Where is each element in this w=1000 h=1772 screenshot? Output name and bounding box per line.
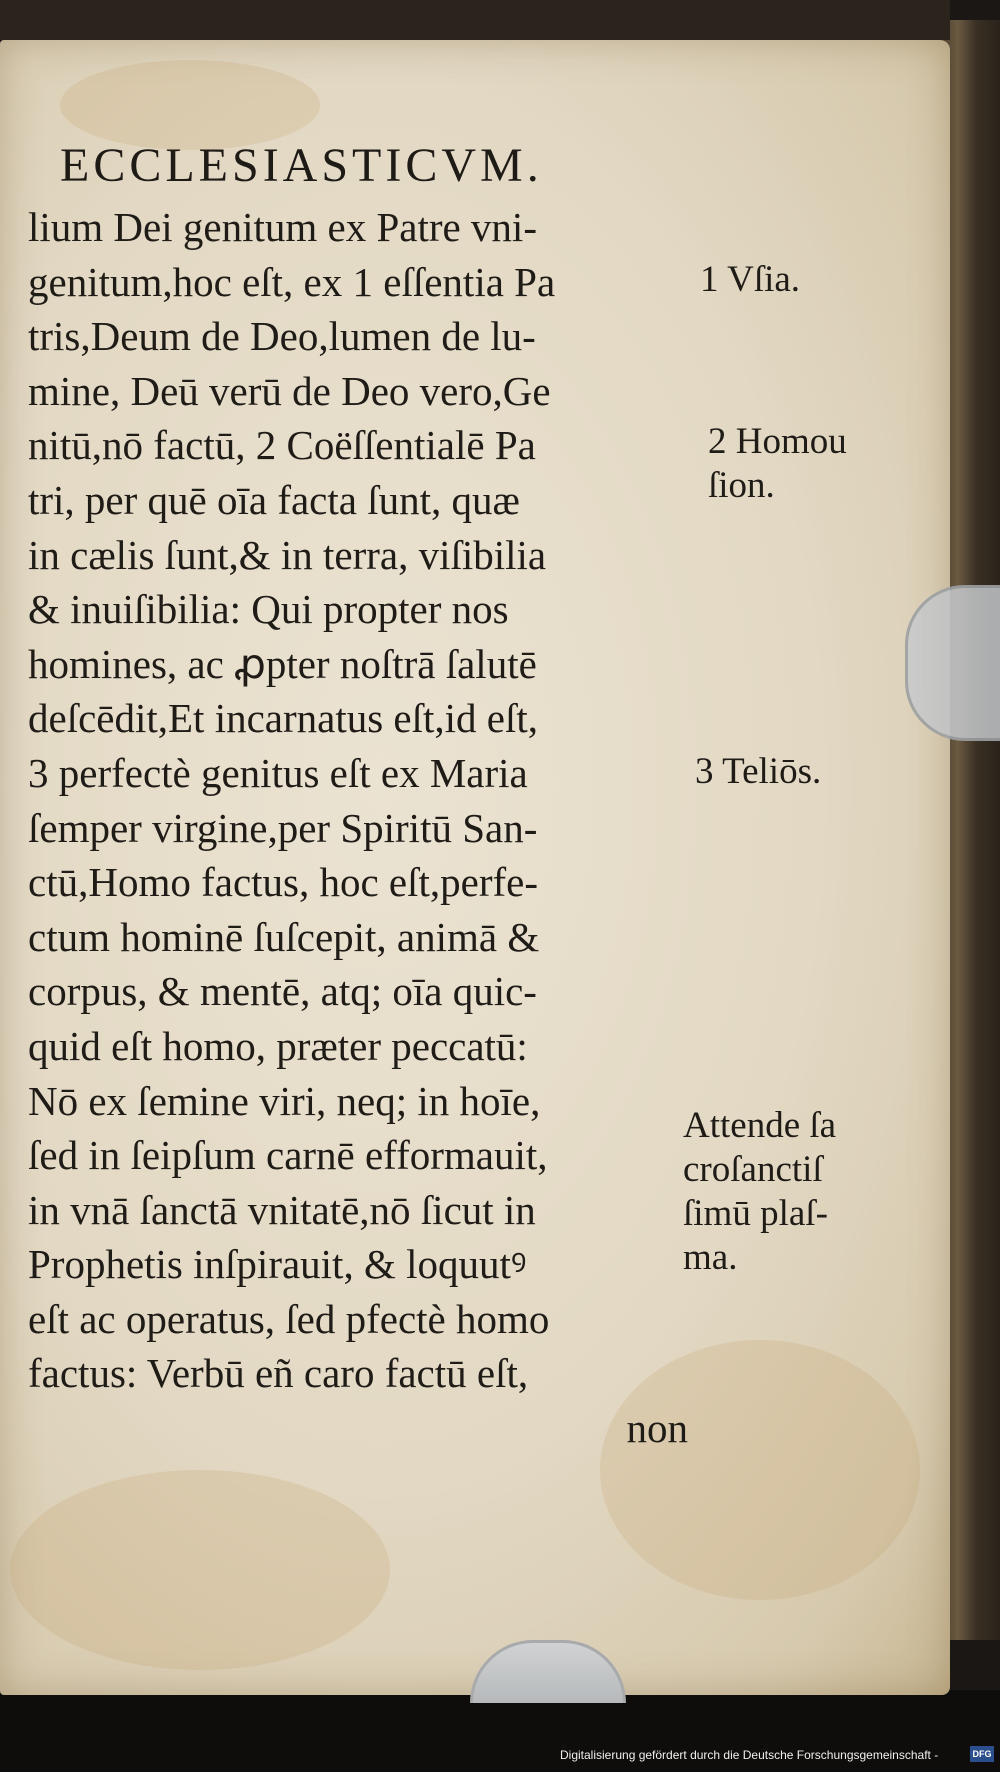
text-line: factus: Verbū eñ caro factū eſt, (28, 1350, 529, 1397)
marginal-note-usia (700, 258, 800, 302)
marginal-note-homousion (708, 420, 847, 508)
marginal-note-line: Attende ſa (683, 1105, 837, 1146)
marginal-note-line: 1 Vſia. (700, 259, 801, 300)
text-line: ctū,Homo factus, hoc eſt,perfe- (28, 859, 539, 906)
page-stain (60, 60, 320, 150)
marginal-note-line: ſimū plaſ- (683, 1193, 828, 1234)
text-line: homines, ac ꝓpter noſtrā ſalutē (28, 640, 537, 687)
top-shadow (0, 0, 950, 40)
text-line: ctum hominē ſuſcepit, animā & (28, 913, 540, 960)
text-line: Prophetis inſpirauit, & loquutꝰ (28, 1241, 527, 1288)
text-line: tris,Deum de Deo,lumen de lu- (28, 313, 536, 360)
marginal-note-line: ſion. (708, 465, 775, 506)
marginal-note-line: ma. (683, 1237, 738, 1278)
text-line: lium Dei genitum ex Patre vni- (28, 204, 537, 250)
text-line: deſcēdit,Et incarnatus eſt,id eſt, (28, 695, 539, 742)
text-line: tri, per quē oīa facta ſunt, quæ (28, 476, 520, 523)
text-line: ſemper virgine,per Spiritū San- (28, 804, 538, 851)
text-line: mine, Deū verū de Deo vero,Ge (28, 367, 551, 414)
text-line: & inuiſibilia: Qui propter nos (28, 586, 509, 633)
marginal-note-line: croſanctiſ (683, 1149, 823, 1190)
marginal-note-line: 3 Teliōs. (695, 751, 822, 792)
page-stain (10, 1470, 390, 1670)
text-line: in cælis ſunt,& in terra, viſibilia (28, 531, 547, 578)
page-clip-right (905, 585, 1000, 741)
text-line: quid eſt homo, præter peccatū: (28, 1022, 528, 1069)
text-line: 3 perfectè genitus eſt ex Maria (28, 749, 528, 796)
catchword: non (626, 1405, 688, 1452)
text-line: eſt ac operatus, ſed pfectè homo (28, 1295, 550, 1342)
text-line: Nō ex ſemine viri, neq; in hoīe, (28, 1077, 541, 1124)
text-line: ſed in ſeipſum carnē efformauit, (28, 1132, 548, 1179)
marginal-note-telios (695, 750, 821, 794)
digitization-credit: Digitalisierung gefördert durch die Deutsche Forschungsgemeinschaft - (560, 1748, 939, 1762)
running-title: ECCLESIASTICVM. (60, 139, 543, 192)
dfg-logo: DFG (970, 1746, 994, 1762)
marginal-note-line: 2 Homou (708, 421, 847, 462)
marginal-note-attende (683, 1104, 836, 1280)
text-line: in vnā ſanctā vnitatē,nō ſicut in (28, 1186, 536, 1233)
text-line: genitum,hoc eſt, ex 1 eſſentia Pa (28, 258, 556, 305)
text-line: corpus, & mentē, atq; oīa quic- (28, 968, 537, 1015)
body-text (28, 200, 688, 1456)
text-line: nitū,nō factū, 2 Coëſſentialē Pa (28, 422, 536, 469)
